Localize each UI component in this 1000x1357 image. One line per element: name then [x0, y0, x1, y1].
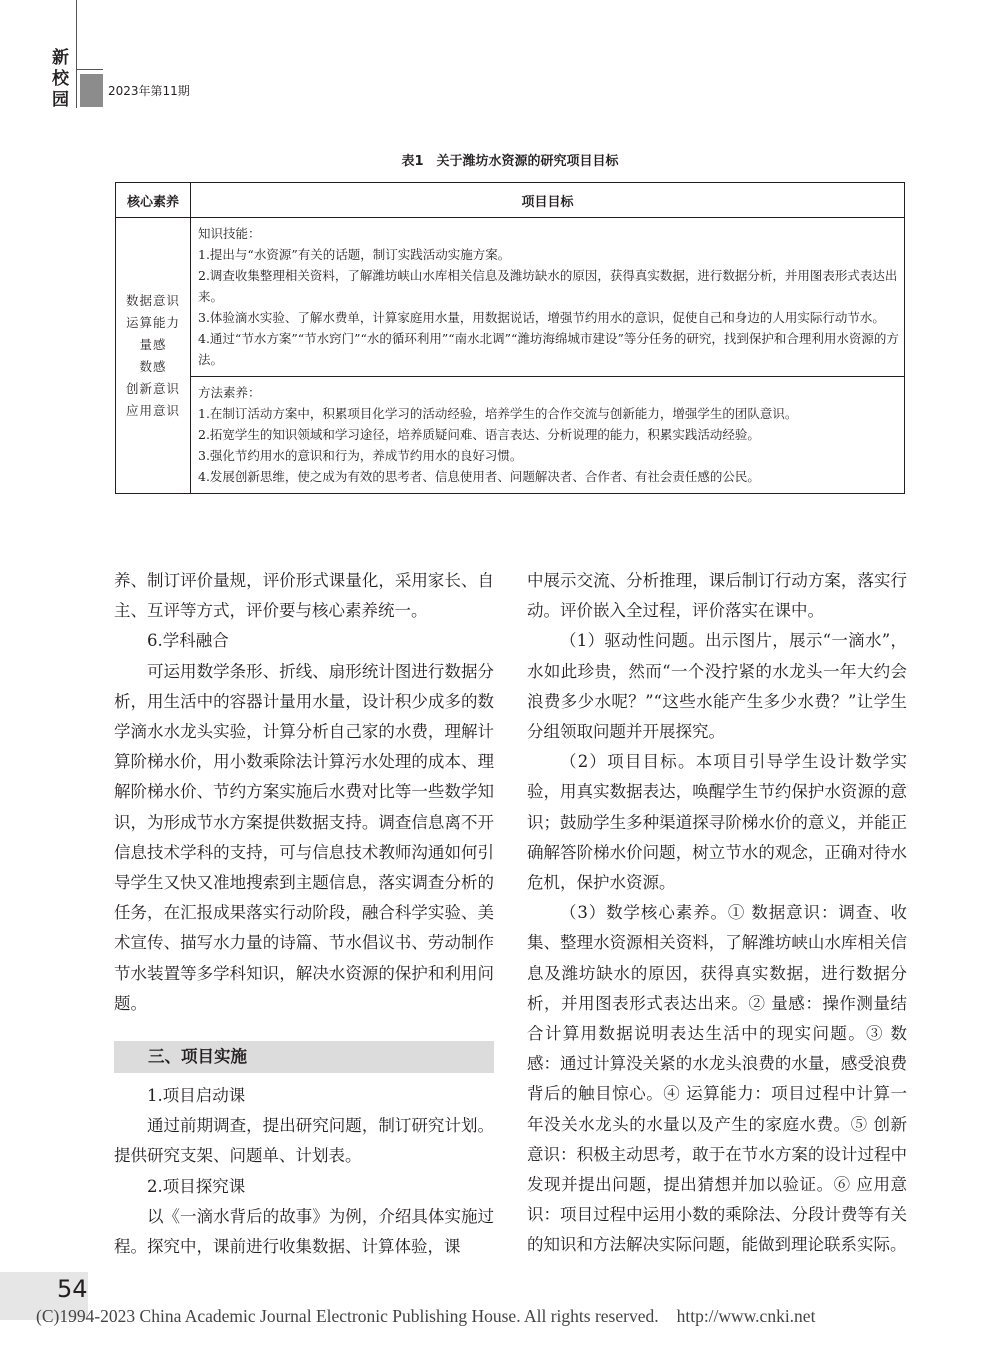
cnki-link[interactable]: http://www.cnki.net: [676, 1306, 816, 1326]
paragraph: 以《一滴水背后的故事》为例，介绍具体实施过程。探究中，课前进行收集数据、计算体验，课: [114, 1206, 494, 1257]
header-core-literacy: 核心素养: [116, 183, 191, 218]
paragraph: 可运用数学条形、折线、扇形统计图进行数据分析，用生活中的容器计量用水量，设计积少成多的数学滴水水龙头实验，计算分析自己家的水费，理解计算阶梯水价，用小数乘除法计算污水处理的成本、理解阶梯水价、节约方案实施后水费对比等一些数学知识，为形成节水方案提供数据支持。调查信息离不开信息技术学科的支持，可与信息技术教师沟通如何引导学生又快又准地搜索到主题信息，落实调查分析的任务，在汇报成果落实行动阶段，融合科学实验、美术宣传、描写水力量的诗篇、节水倡议书、劳动制作节水装置等多学科知识，解决水资源的保护和利用问题。: [114, 661, 494, 1013]
journal-brand: [52, 48, 74, 111]
table-row: [116, 218, 905, 377]
header-decor-square: [80, 74, 103, 107]
goal-item: 3.体验滴水实验、了解水费单，计算家庭用水量，用数据说话，增强节约用水的意识，促使自己和身边的人用实际行动节水。: [198, 310, 885, 325]
paragraph: （3）数学核心素养。① 数据意识：调查、收集、整理水资源相关资料，了解潍坊峡山水库相关信息及潍坊缺水的原因，获得真实数据，进行数据分析，并用图表形式表达出来。② 量感：操作测量结合计算用数据说明表达生活中的现实问题。③ 数感：通过计算没关紧的水龙头浪费的水量，感受浪费背后的触目惊心。④ 运算能力：项目过程中计算一年没关水龙头的水量以及产生的家庭水费。⑤ 创新意识：积极主动思考，敢于在节水方案的设计过程中发现并提出问题，提出猜想并加以验证。⑥ 应用意识：项目过程中运用小数的乘除法、分段计费等有关的知识和方法解决实际问题，能做到理论联系实际。: [527, 903, 907, 1255]
header-vertical-rule: [76, 0, 77, 108]
goal-item: 2.拓宽学生的知识领域和学习途径，培养质疑问难、语言表达、分析说理的能力，积累实践活动经验。: [198, 427, 760, 442]
subheading: 6.学科融合: [147, 631, 229, 651]
literacy-item: 运算能力: [125, 314, 180, 330]
table-caption: 表1 关于潍坊水资源的研究项目目标: [401, 154, 619, 169]
header-horizontal-rule: [76, 69, 103, 70]
literacy-item: 量感: [139, 336, 167, 352]
knowledge-title: 知识技能：: [198, 226, 261, 241]
paragraph: 通过前期调查，提出研究问题，制订研究计划。提供研究支架、问题单、计划表。: [114, 1116, 494, 1166]
brand-char: 新: [52, 48, 69, 68]
method-title: 方法素养：: [198, 385, 261, 400]
goal-item: 4.通过“节水方案”“节水窍门”“水的循环利用”“南水北调”“潍坊海绵城市建设”等分任务的研究，找到保护和合理利用水资源的方法。: [198, 331, 899, 367]
table-row: [116, 377, 905, 494]
right-column: [527, 566, 907, 1261]
subheading: 1.项目启动课: [147, 1086, 246, 1106]
section-heading: [114, 1041, 494, 1073]
paragraph: （2）项目目标。本项目引导学生设计数学实验，用真实数据表达，唤醒学生节约保护水资源的意识；鼓励学生多种渠道探寻阶梯水价的意义，并能正确解答阶梯水价问题，树立节水的观念，正确对待水危机，保护水资源。: [527, 752, 907, 893]
goal-item: 3.强化节约用水的意识和行为，养成节约用水的良好习惯。: [198, 448, 523, 463]
literacy-item: 数感: [139, 358, 167, 374]
brand-char: 园: [52, 90, 69, 110]
table-header-row: [116, 183, 905, 218]
goal-item: 1.提出与“水资源”有关的话题，制订实践活动实施方案。: [198, 247, 511, 262]
method-literacy-cell: [191, 377, 905, 494]
left-column: [114, 566, 494, 1262]
paragraph: 中展示交流、分析推理，课后制订行动方案，落实行动。评价嵌入全过程，评价落实在课中。: [527, 571, 907, 621]
goal-item: 1.在制订活动方案中，积累项目化学习的活动经验，培养学生的合作交流与创新能力，增强学生的团队意识。: [198, 406, 798, 421]
paragraph: （1）驱动性问题。出示图片，展示“一滴水”，水如此珍贵，然而“一个没拧紧的水龙头一年大约会浪费多少水呢？”“这些水能产生多少水费？”让学生分组领取问题并开展探究。: [527, 631, 907, 742]
copyright-text: (C)1994-2023 China Academic Journal Electronic Publishing House. All rights reserved.: [36, 1306, 659, 1326]
goal-item: 2.调查收集整理相关资料，了解潍坊峡山水库相关信息及潍坊缺水的原因，获得真实数据，进行数据分析，并用图表形式表达出来。: [198, 268, 898, 304]
subheading: 2.项目探究课: [147, 1176, 246, 1196]
page-number: 54: [57, 1275, 88, 1303]
paragraph: 养、制订评价量规，评价形式课量化，采用家长、自主、互评等方式，评价要与核心素养统一。: [114, 571, 494, 621]
copyright-footer: [36, 1306, 815, 1327]
section-heading-text: 三、项目实施: [148, 1047, 247, 1067]
literacy-item: 应用意识: [125, 402, 180, 418]
literacy-item: 创新意识: [125, 380, 180, 396]
goals-table: [115, 182, 905, 494]
issue-label: 2023年第11期: [108, 84, 190, 98]
goal-item: 4.发展创新思维，使之成为有效的思考者、信息使用者、问题解决者、合作者、有社会责任感的公民。: [198, 469, 760, 484]
header-project-goals: 项目目标: [191, 183, 905, 218]
core-literacy-cell: [116, 218, 191, 494]
literacy-item: 数据意识: [125, 292, 180, 308]
brand-char: 校: [52, 69, 69, 89]
knowledge-skills-cell: [191, 218, 905, 377]
